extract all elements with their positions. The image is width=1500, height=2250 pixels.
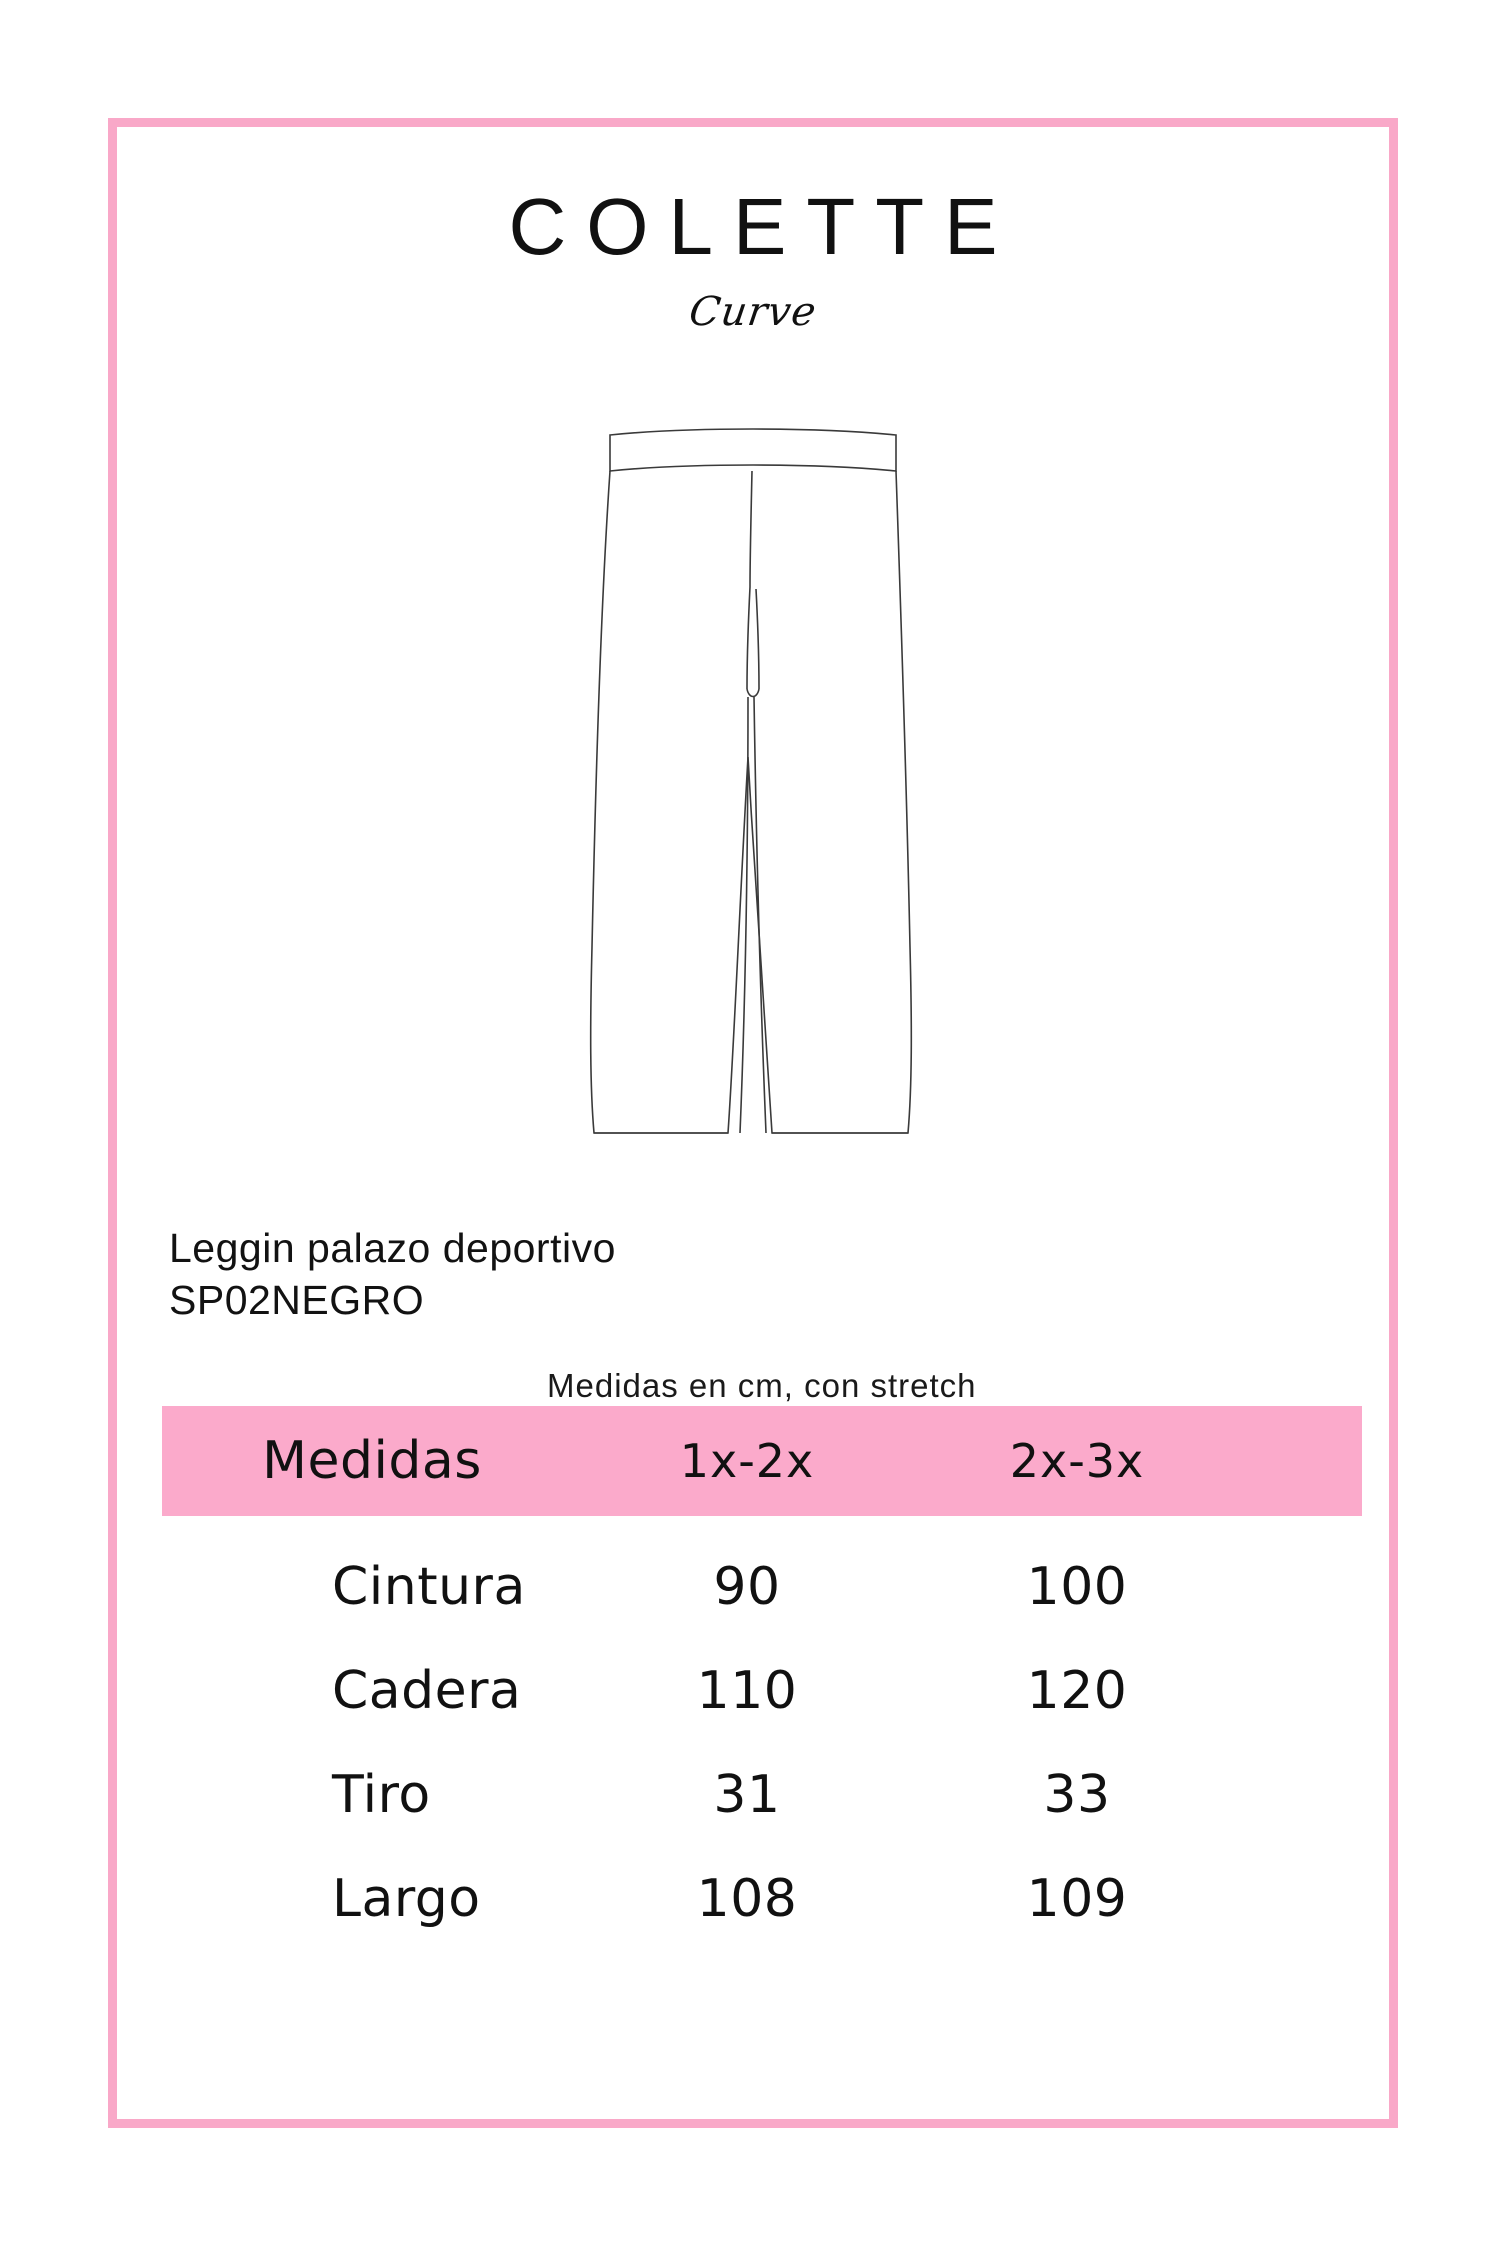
row-label-tiro: Tiro <box>332 1765 431 1825</box>
row-cadera-value-2x3x: 120 <box>1026 1661 1128 1721</box>
row-tiro-value-2x3x: 33 <box>1043 1765 1111 1825</box>
table-row <box>162 1557 1362 1661</box>
units-note: Medidas en cm, con stretch <box>547 1367 977 1404</box>
column-header-size-1: 1x-2x <box>679 1434 815 1488</box>
brand-block <box>117 182 1389 335</box>
table-row <box>162 1765 1362 1869</box>
brand-name: COLETTE <box>508 182 1018 271</box>
palazzo-leggings-icon <box>588 427 918 1167</box>
row-tiro-value-1x2x: 31 <box>713 1765 781 1825</box>
row-cintura-value-1x2x: 90 <box>713 1557 781 1617</box>
size-chart-body <box>162 1557 1362 1973</box>
table-row <box>162 1869 1362 1973</box>
column-header-size-2: 2x-3x <box>1009 1434 1145 1488</box>
column-header-measures: Medidas <box>262 1431 482 1491</box>
size-chart-header-row <box>162 1406 1362 1516</box>
product-info <box>169 1222 1169 1327</box>
table-row <box>162 1661 1362 1765</box>
product-code: SP02NEGRO <box>169 1277 425 1324</box>
row-label-cintura: Cintura <box>332 1557 526 1617</box>
row-label-largo: Largo <box>332 1869 481 1929</box>
product-name: Leggin palazo deportivo <box>169 1225 616 1271</box>
row-cadera-value-1x2x: 110 <box>696 1661 798 1721</box>
pink-border-frame <box>108 118 1398 2128</box>
brand-subname: Curve <box>686 289 820 335</box>
row-largo-value-1x2x: 108 <box>696 1869 798 1929</box>
row-largo-value-2x3x: 109 <box>1026 1869 1128 1929</box>
row-label-cadera: Cadera <box>332 1661 522 1721</box>
row-cintura-value-2x3x: 100 <box>1026 1557 1128 1617</box>
